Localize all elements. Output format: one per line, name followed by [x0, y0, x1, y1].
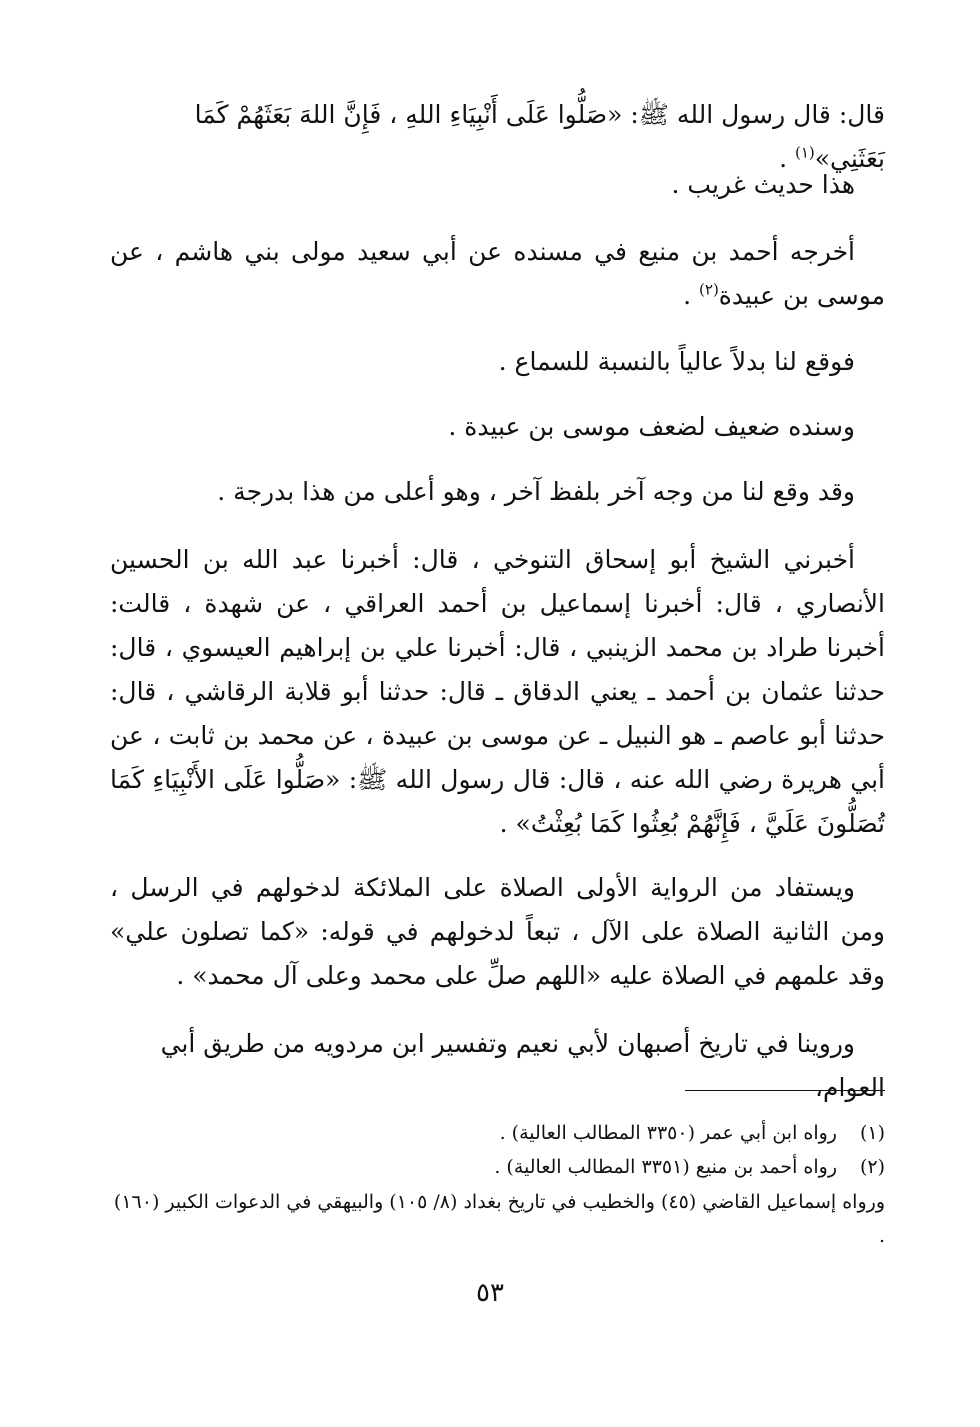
- paragraph-text: أخرجه أحمد بن منيع في مسنده عن أبي سعيد مولى بني هاشم ، عن موسى بن عبيدة: [110, 237, 885, 310]
- paragraph-end: .: [683, 281, 700, 310]
- footnote-ref-2[interactable]: (٢): [699, 280, 719, 299]
- paragraph-text: قال: قال رسول الله ﷺ: «صَلُّوا عَلَى أَنْبِيَاءِ اللهِ ، فَإِنَّ اللهَ بَعَثَهُمْ كَمَا بَعَثَنِي»: [194, 100, 885, 173]
- paragraph-sanad: وسنده ضعيف لضعف موسى بن عبيدة .: [448, 412, 855, 441]
- paragraph-rawayna: وروينا في تاريخ أصبهان لأبي نعيم وتفسير ابن مردويه من طريق أبي العوام،: [160, 1029, 885, 1102]
- paragraph-wajh-akhar: وقد وقع لنا من وجه آخر بلفظ آخر ، وهو أعلى من هذا بدرجة .: [217, 477, 855, 506]
- paragraph-end: .: [779, 144, 795, 173]
- paragraph-istifada: ويستفاد من الرواية الأولى الصلاة على الملائكة لدخولهم في الرسل ، ومن الثانية الصلاة على الآل ، تبعاً لدخولهم في قوله: «كما تصلون علي» وقد علمهم في الصلاة عليه «اللهم صلِّ على محمد وعلى آل محمد» .: [110, 873, 885, 990]
- paragraph-gharib: هذا حديث غريب .: [671, 170, 855, 199]
- paragraph-badal: فوقع لنا بدلاً عالياً بالنسبة للسماع .: [498, 347, 855, 376]
- footnote-1: [110, 1116, 885, 1150]
- footnote-2: [110, 1150, 885, 1184]
- footnote-number: (٢): [859, 1156, 885, 1178]
- page-number: ٥٣: [476, 1278, 504, 1308]
- footnote-ref-1[interactable]: (١): [794, 143, 815, 162]
- footnote-text: رواه ابن أبي عمر (٣٣٥٠ المطالب العالية) .: [499, 1122, 837, 1144]
- footnote-text: رواه أحمد بن منيع (٣٣٥١ المطالب العالية) .: [494, 1156, 837, 1178]
- footnote-number: (١): [859, 1122, 885, 1144]
- paragraph-takhrij: [110, 230, 885, 318]
- footnote-divider: [685, 1090, 885, 1091]
- footnote-2-continued: ورواه إسماعيل القاضي (٤٥) والخطيب في تاريخ بغداد (٨/ ١٠٥) والبيهقي في الدعوات الكبير (١٦٠) .: [113, 1191, 885, 1247]
- paragraph-isnad-chain: أخبرني الشيخ أبو إسحاق التنوخي ، قال: أخبرنا عبد الله بن الحسين الأنصاري ، قال: أخبرنا إسماعيل بن أحمد العراقي ، عن شهدة ، قالت: أخبرنا طراد بن محمد الزينبي ، قال: أخبرنا علي بن إبراهيم العيسوي ، قال: حدثنا عثمان بن أحمد ـ يعني الدقاق ـ قال: حدثنا أبو قلابة الرقاشي ، قال: حدثنا أبو عاصم ـ هو النبيل ـ عن موسى بن عبيدة ، عن محمد بن ثابت ، عن أبي هريرة رضي الله عنه ، قال: قال رسول الله ﷺ: «صَلُّوا عَلَى الأَنْبِيَاءِ كَمَا تُصَلُّونَ عَلَيَّ ، فَإِنَّهُمْ بُعِثُوا كَمَا بُعِثْتُ» .: [110, 545, 885, 838]
